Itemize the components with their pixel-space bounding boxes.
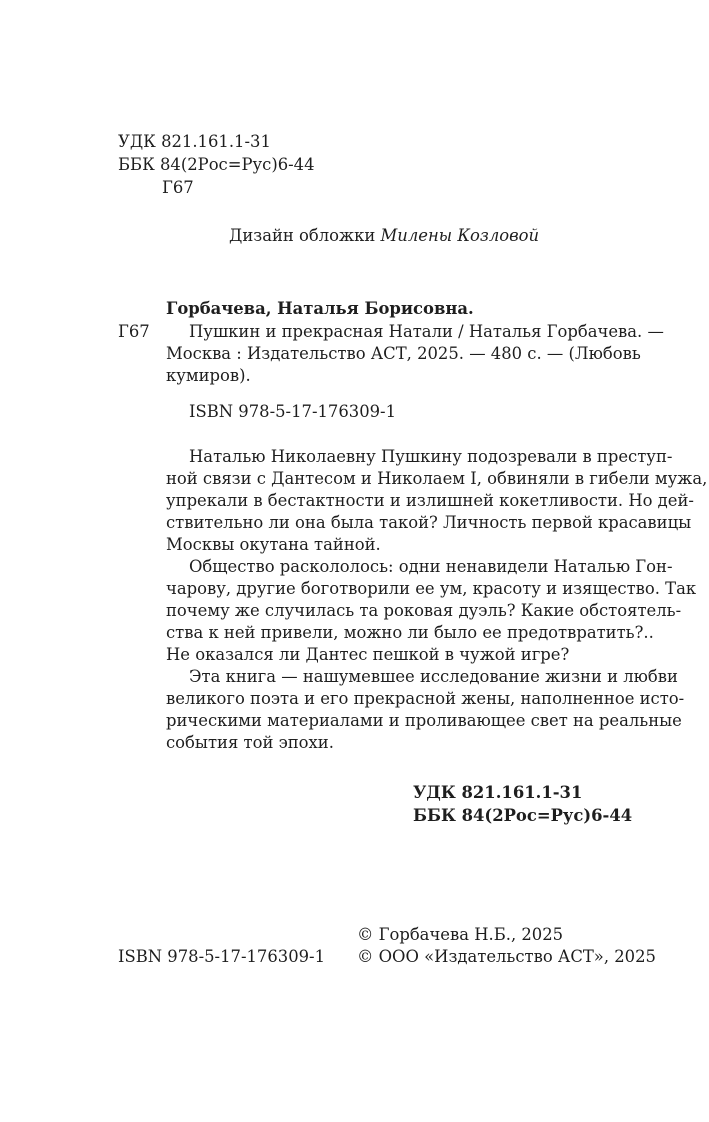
- annotation-line-13: рическими материалами и проливающее свет на реальные: [166, 711, 682, 730]
- header-author-mark: Г67: [162, 178, 194, 197]
- footer-isbn: ISBN 978-5-17-176309-1: [118, 947, 326, 966]
- header-bbk: ББК 84(2Рос=Рус)6-44: [118, 155, 315, 174]
- annotation-line-7: чарову, другие боготворили ее ум, красоту и изящество. Так: [166, 579, 697, 598]
- cover-designer-name: Милены Козловой: [380, 226, 540, 245]
- annotation-line-11: Эта книга — нашумевшее исследование жизни и любви: [189, 667, 678, 686]
- annotation-line-1: Наталью Николаевну Пушкину подозревали в преступ-: [189, 447, 673, 466]
- annotation-line-6: Общество раскололось: одни ненавидели Наталью Гон-: [189, 557, 673, 576]
- annotation-line-5: Москвы окутана тайной.: [166, 535, 381, 554]
- annotation-line-3: упрекали в бестактности и излишней кокетливости. Но дей-: [166, 491, 694, 510]
- catalog-isbn: ISBN 978-5-17-176309-1: [189, 402, 397, 421]
- catalog-description-line-1: Пушкин и прекрасная Натали / Наталья Горбачева. —: [189, 322, 664, 341]
- annotation-line-4: ствительно ли она была такой? Личность первой красавицы: [166, 513, 692, 532]
- annotation-line-12: великого поэта и его прекрасной жены, наполненное исто-: [166, 689, 685, 708]
- cover-design-credit: [229, 225, 539, 247]
- header-udk: УДК 821.161.1-31: [118, 132, 271, 151]
- catalog-description-line-2: Москва : Издательство АСТ, 2025. — 480 с. — (Любовь: [166, 344, 641, 363]
- annotation-line-10: Не оказался ли Дантес пешкой в чужой игре?: [166, 645, 570, 664]
- catalog-author: Горбачева, Наталья Борисовна.: [166, 299, 474, 318]
- footer-udk: УДК 821.161.1-31: [413, 783, 583, 802]
- annotation-line-9: ства к ней привели, можно ли было ее предотвратить?..: [166, 623, 654, 642]
- annotation-line-14: события той эпохи.: [166, 733, 334, 752]
- copyright-author: © Горбачева Н.Б., 2025: [357, 925, 564, 944]
- cover-design-label: Дизайн обложки: [229, 226, 376, 245]
- catalog-description-line-3: кумиров).: [166, 366, 251, 385]
- footer-bbk: ББК 84(2Рос=Рус)6-44: [413, 806, 633, 825]
- copyright-publisher: © ООО «Издательство АСТ», 2025: [357, 947, 656, 966]
- annotation-line-8: почему же случилась та роковая дуэль? Какие обстоятель-: [166, 601, 682, 620]
- catalog-author-mark: Г67: [118, 322, 150, 341]
- annotation-line-2: ной связи с Дантесом и Николаем I, обвиняли в гибели мужа,: [166, 469, 708, 488]
